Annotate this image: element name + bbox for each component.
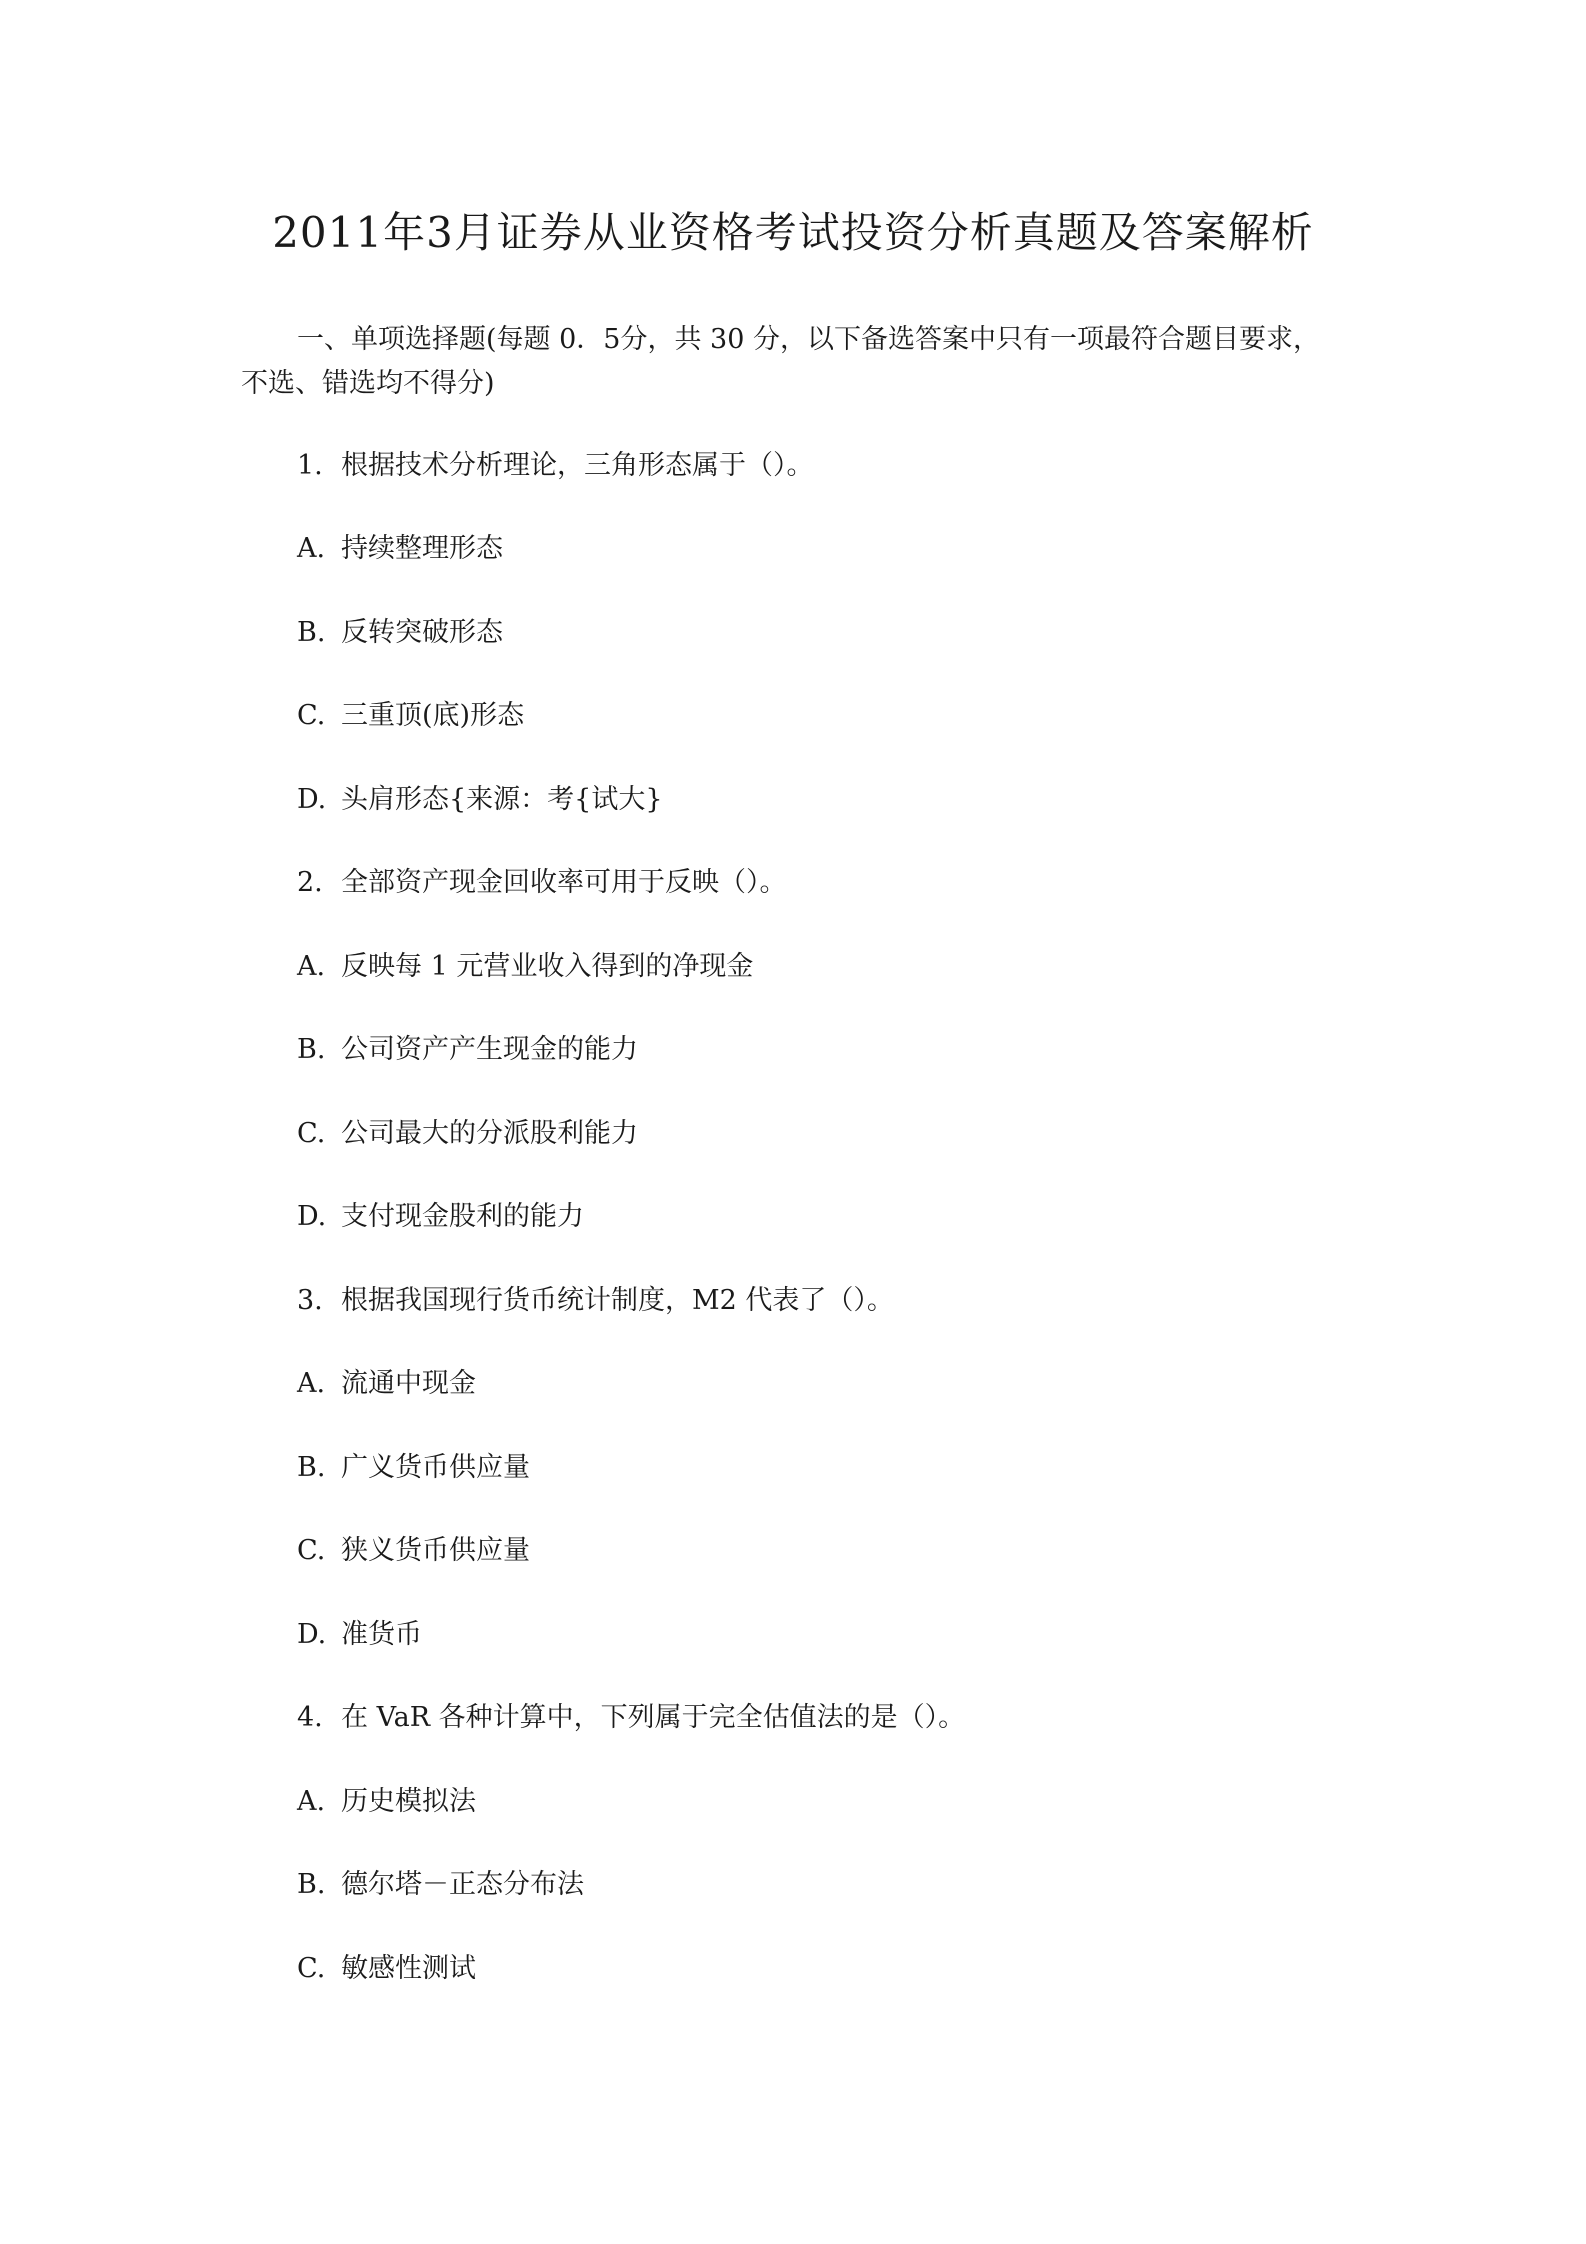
option-letter: D. (297, 1201, 327, 1232)
question-3-option-a (297, 1364, 476, 1404)
question-2-option-a (297, 947, 753, 987)
question-number: 1. (297, 450, 323, 481)
option-text: 公司最大的分派股利能力 (341, 1118, 638, 1149)
question-3-option-b (297, 1448, 530, 1488)
option-letter: B. (297, 1452, 326, 1483)
question-1-option-b (297, 613, 503, 653)
question-3-option-d (297, 1615, 422, 1655)
question-text: 全部资产现金回收率可用于反映（）。 (341, 867, 787, 898)
question-4-option-a (297, 1782, 476, 1822)
option-text: 三重顶(底)形态 (341, 700, 525, 731)
option-text: 德尔塔－正态分布法 (341, 1869, 584, 1900)
option-letter: A. (297, 951, 326, 982)
question-1-option-a (297, 529, 503, 569)
option-letter: C. (297, 700, 326, 731)
option-text: 头肩形态{来源：考{试大} (341, 784, 663, 815)
question-1-option-c (297, 696, 524, 736)
option-text: 历史模拟法 (341, 1786, 476, 1817)
question-4-option-c (297, 1949, 476, 1989)
question-2-option-c (297, 1114, 638, 1154)
document-title: 2011年3月证券从业资格考试投资分析真题及答案解析 (272, 208, 1314, 257)
option-letter: A. (297, 533, 326, 564)
option-letter: C. (297, 1953, 326, 1984)
option-letter: B. (297, 1034, 326, 1065)
option-text: 反转突破形态 (341, 617, 503, 648)
option-text: 准货币 (341, 1619, 422, 1650)
option-text: 广义货币供应量 (341, 1452, 530, 1483)
option-letter: A. (297, 1368, 326, 1399)
option-letter: C. (297, 1535, 326, 1566)
question-1-option-d (297, 780, 663, 820)
question-text: 根据技术分析理论，三角形态属于（）。 (341, 450, 814, 481)
question-1-stem (297, 446, 814, 486)
option-text: 持续整理形态 (341, 533, 503, 564)
question-4-stem (297, 1698, 965, 1738)
option-letter: B. (297, 617, 326, 648)
option-letter: C. (297, 1118, 326, 1149)
question-4-option-b (297, 1865, 584, 1905)
option-text: 公司资产产生现金的能力 (341, 1034, 638, 1065)
option-letter: D. (297, 784, 327, 815)
section-intro-line-2: 不选、错选均不得分) (241, 368, 495, 399)
question-number: 2. (297, 867, 323, 898)
option-text: 敏感性测试 (341, 1953, 476, 1984)
option-text: 狭义货币供应量 (341, 1535, 530, 1566)
question-2-option-d (297, 1197, 584, 1237)
question-3-option-c (297, 1531, 530, 1571)
question-2-option-b (297, 1030, 638, 1070)
question-number: 4. (297, 1702, 323, 1733)
question-2-stem (297, 863, 787, 903)
option-text: 支付现金股利的能力 (341, 1201, 584, 1232)
option-letter: D. (297, 1619, 327, 1650)
question-text: 根据我国现行货币统计制度，M2 代表了（）。 (341, 1285, 894, 1316)
question-number: 3. (297, 1285, 323, 1316)
option-text: 反映每 1 元营业收入得到的净现金 (341, 951, 754, 982)
section-intro (241, 318, 1361, 406)
question-text: 在 VaR 各种计算中，下列属于完全估值法的是（）。 (341, 1702, 966, 1733)
option-letter: A. (297, 1786, 326, 1817)
question-3-stem (297, 1281, 894, 1321)
option-text: 流通中现金 (341, 1368, 476, 1399)
option-letter: B. (297, 1869, 326, 1900)
section-intro-line-1: 一、单项选择题(每题 0．5分，共 30 分，以下备选答案中只有一项最符合题目要求， (297, 324, 1320, 355)
